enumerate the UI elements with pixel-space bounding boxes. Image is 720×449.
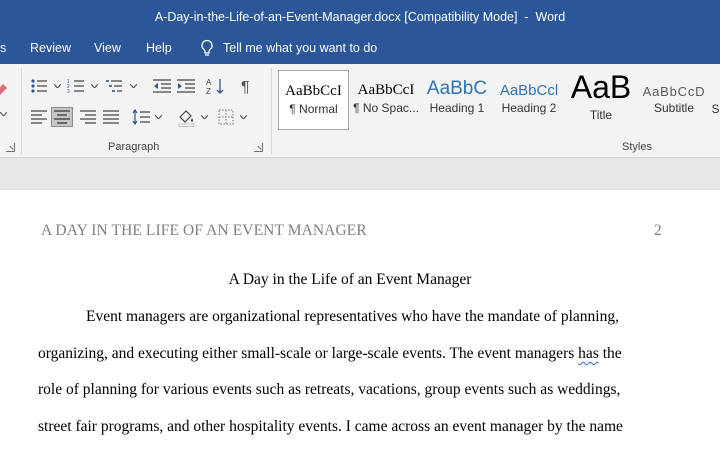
style-sample: AaBbC: [426, 78, 488, 99]
align-center-icon[interactable]: [51, 107, 73, 127]
chevron-down-icon[interactable]: [201, 115, 208, 119]
ribbon: [0, 64, 720, 158]
style-sample: [711, 82, 720, 100]
style-sample: AaBbCcI: [285, 83, 342, 99]
lightbulb-icon: [200, 39, 214, 57]
style-sample: AaBbCcI: [357, 82, 415, 98]
style-name: ¶ Normal: [289, 102, 338, 116]
ribbon-tabs: [0, 33, 720, 64]
group-divider: [21, 68, 22, 154]
svg-text:3: 3: [67, 89, 70, 95]
svg-text:2: 2: [67, 84, 70, 90]
paragraph-dialog-launcher-icon[interactable]: [254, 143, 263, 152]
numbering-icon[interactable]: [66, 76, 88, 96]
document-title: A Day in the Life of an Event Manager: [228, 271, 472, 288]
chevron-down-icon[interactable]: [130, 84, 137, 88]
style-normal[interactable]: [278, 70, 349, 130]
page-number: 2: [654, 222, 662, 239]
chevron-down-icon[interactable]: [155, 115, 162, 119]
grammar-flagged-word[interactable]: has: [578, 345, 599, 362]
running-header: A DAY IN THE LIFE OF AN EVENT MANAGER: [41, 222, 367, 239]
chevron-down-icon[interactable]: [54, 84, 61, 88]
style-no-spacing[interactable]: [350, 70, 422, 130]
tell-me-box[interactable]: [200, 39, 377, 57]
line-text: the: [598, 345, 622, 362]
show-hide-pilcrow-icon[interactable]: [237, 76, 259, 96]
svg-text:Z: Z: [206, 87, 211, 96]
tell-me-label: Tell me what you want to do: [223, 41, 378, 55]
decrease-indent-icon[interactable]: [151, 76, 173, 96]
body-line: role of planning for various events such as retreats, vacations, group events such as weddings,: [38, 381, 621, 398]
line-text: organizing, and executing either small-scale or large-scale events. The event managers: [38, 345, 579, 362]
style-sample: AaBbCcD: [642, 84, 706, 99]
sort-icon[interactable]: [205, 76, 227, 96]
style-partial[interactable]: [711, 70, 720, 130]
style-name: S: [711, 102, 720, 116]
document-page[interactable]: [0, 190, 720, 449]
align-right-icon[interactable]: [77, 107, 99, 127]
style-name: Title: [589, 108, 613, 122]
style-heading-1[interactable]: [423, 70, 491, 130]
increase-indent-icon[interactable]: [175, 76, 197, 96]
clear-formatting-icon[interactable]: [0, 78, 8, 98]
shading-icon[interactable]: [176, 107, 198, 127]
bullets-icon[interactable]: [29, 76, 51, 96]
styles-group-label: Styles: [622, 141, 652, 153]
group-divider: [271, 68, 272, 154]
style-sample: AaBbCcl: [499, 82, 559, 99]
tab-help[interactable]: Help: [146, 41, 172, 55]
paragraph-group-label: Paragraph: [108, 141, 160, 153]
borders-icon[interactable]: [215, 107, 237, 127]
body-line: [38, 345, 622, 363]
style-sample: AaB: [570, 72, 632, 102]
svg-text:A: A: [206, 78, 212, 87]
style-title[interactable]: [566, 70, 636, 130]
chevron-down-icon[interactable]: [240, 115, 247, 119]
tab-review[interactable]: Review: [30, 41, 71, 55]
multilevel-list-icon[interactable]: [104, 76, 126, 96]
style-name: Heading 1: [429, 101, 485, 115]
justify-icon[interactable]: [100, 107, 122, 127]
style-name: Heading 2: [501, 101, 557, 115]
tab-view[interactable]: View: [94, 41, 121, 55]
font-dialog-launcher-icon[interactable]: [6, 143, 15, 152]
svg-text:¶: ¶: [241, 79, 250, 96]
chevron-down-icon[interactable]: [91, 84, 98, 88]
align-left-icon[interactable]: [28, 107, 50, 127]
style-heading-2[interactable]: [494, 70, 564, 130]
window-title: A-Day-in-the-Life-of-an-Event-Manager.docx [Compatibility Mode] - Word: [154, 9, 566, 24]
body-line: Event managers are organizational representatives who have the mandate of planning,: [86, 308, 619, 325]
style-name: ¶ No Spac...: [353, 101, 419, 115]
chevron-down-icon[interactable]: [0, 112, 7, 116]
line-spacing-icon[interactable]: [131, 107, 153, 127]
title-bar: [0, 0, 720, 33]
style-name: Subtitle: [653, 101, 695, 115]
body-line: street fair programs, and other hospitality events. I came across an event manager by the name: [38, 418, 623, 435]
ruler-area: [0, 158, 720, 190]
tab-references-partial[interactable]: s: [0, 41, 7, 55]
svg-text:1: 1: [67, 79, 70, 85]
style-subtitle[interactable]: [638, 70, 710, 130]
